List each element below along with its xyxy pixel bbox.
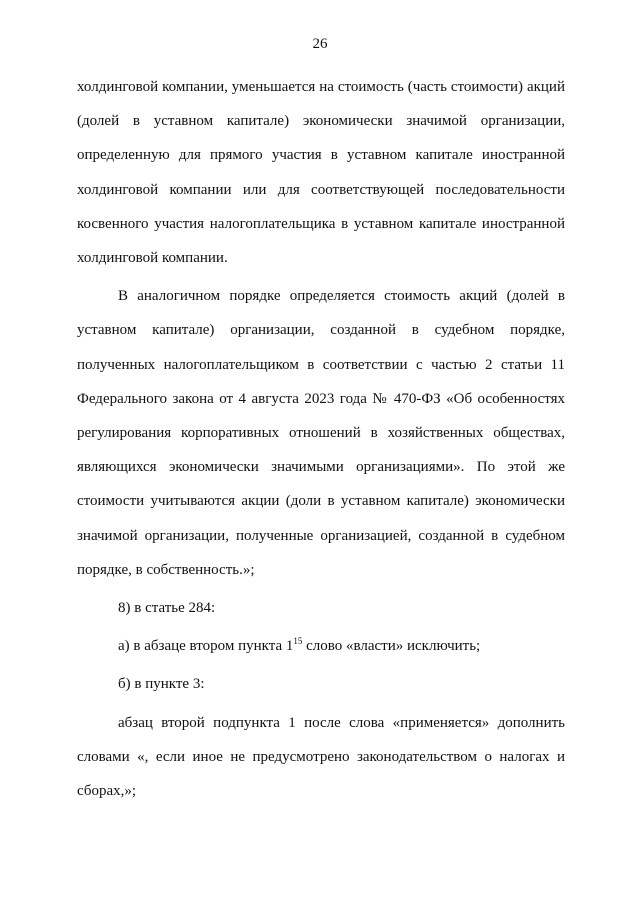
item-a-text-after: слово «власти» исключить; xyxy=(302,638,481,655)
paragraph-subparagraph-1-amendment: абзац второй подпункта 1 после слова «применяется» дополнить словами «, если иное не предусмотрено законодательством о налогах и сборах,»; xyxy=(77,714,565,800)
page-number: 26 xyxy=(312,36,328,52)
paragraph-holding-company-continuation: холдинговой компании, уменьшается на стоимость (часть стоимости) акций (долей в уставном капитале) экономически значимой организации, определенную для прямого участия в уставном капитале иностранной холдинговой компании или для соответствующей последовательности косвенного участия налогоплательщика в уставном капитале иностранной холдинговой компании. xyxy=(77,79,565,267)
paragraph-item-a xyxy=(77,629,565,663)
paragraph-item-b: б) в пункте 3: xyxy=(118,676,205,693)
item-a-text-before: а) в абзаце втором пункта 1 xyxy=(118,638,294,655)
paragraph-article-284: 8) в статье 284: xyxy=(118,600,216,617)
item-a-superscript: 15 xyxy=(293,636,303,647)
document-body xyxy=(77,70,565,808)
paragraph-similar-procedure: В аналогичном порядке определяется стоимость акций (долей в уставном капитале) организации, созданной в судебном порядке, полученных налогоплательщиком в соответствии с частью 2 статьи 11 Федерального закона от 4 августа 2023 года № 470-ФЗ «Об особенностях регулирования корпоративных отношений в хозяйственных обществах, являющихся экономически значимыми организациями». По этой же стоимости учитываются акции (доли в уставном капитале) экономически значимой организации, полученные организацией, созданной в судебном порядке, в собственность.»; xyxy=(77,288,565,578)
